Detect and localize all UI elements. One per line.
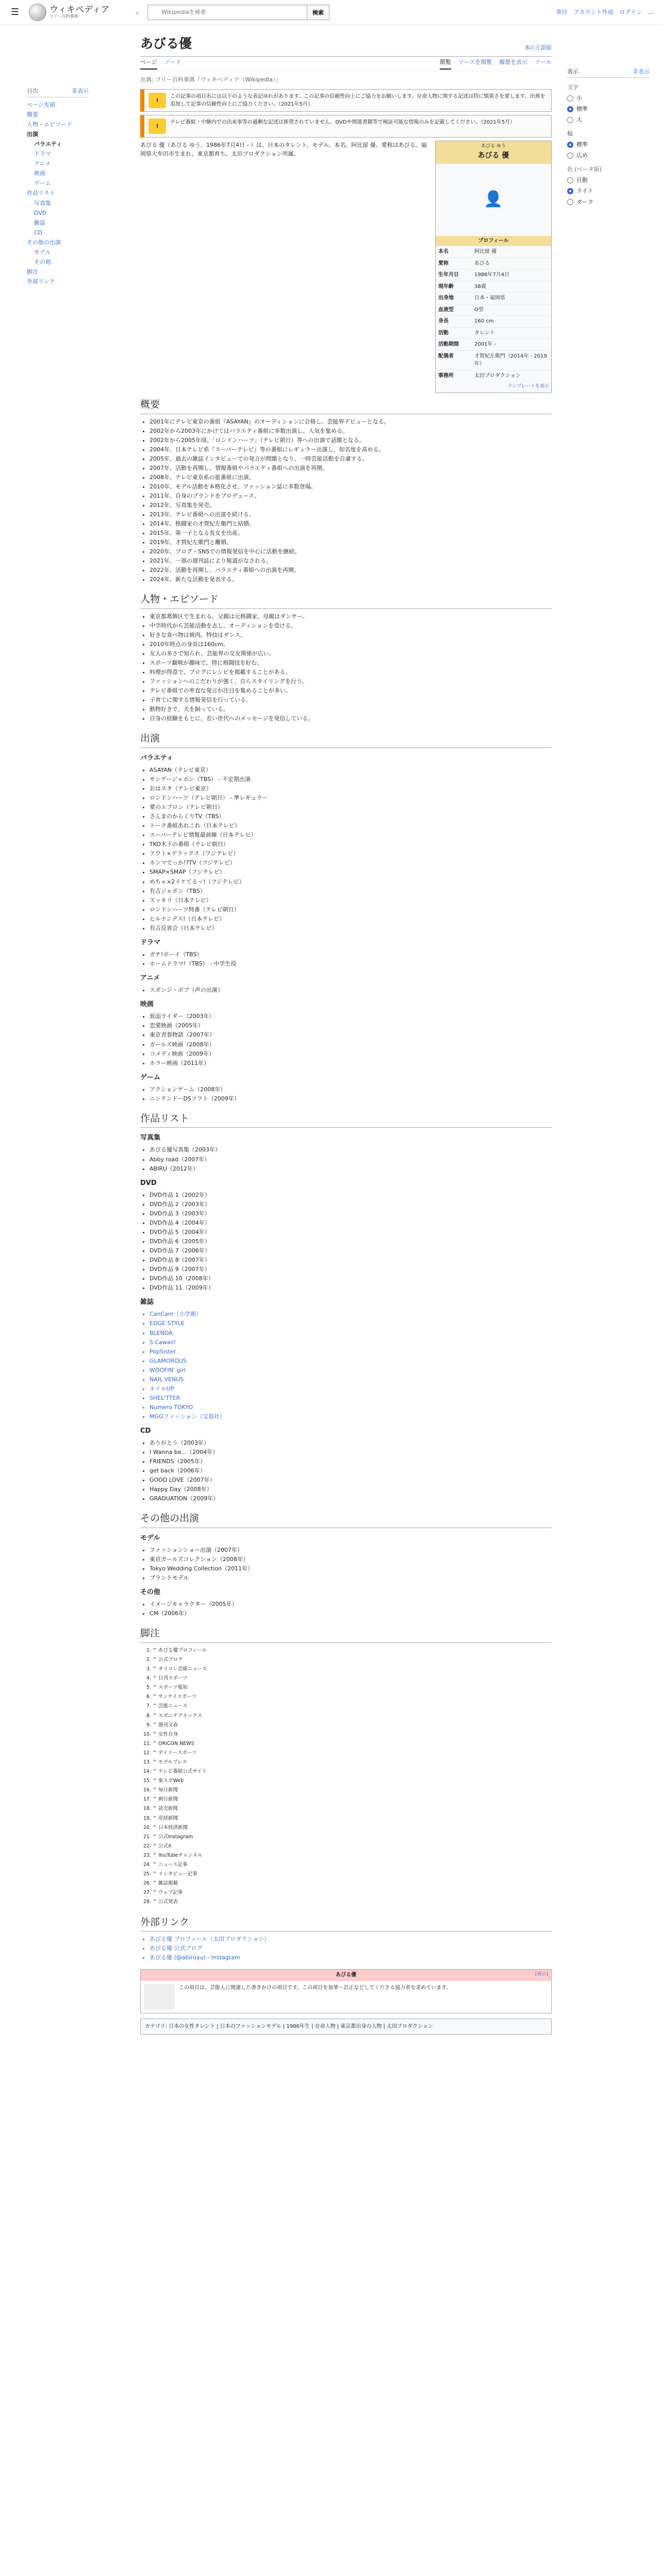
tab-page[interactable]: ページ: [140, 58, 157, 69]
tab-view-source[interactable]: ソースを閲覧: [458, 59, 492, 66]
infobox-row: [436, 338, 551, 350]
infobox-name: あびる 優: [477, 151, 509, 160]
text-size-label: 文字: [567, 84, 578, 91]
list-item[interactable]: • あびる優 プロフィール（太田プロダクション）: [150, 1935, 552, 1943]
list-item: • 2021年、一部の週刊誌により報道がなされる。: [150, 556, 552, 565]
list-item: • あびる優写真集（2003年）: [150, 1145, 552, 1154]
infobox-value: 阿比留 優: [474, 249, 497, 255]
category-links[interactable]: カテゴリ: 日本の女性タレント | 日本のファッションモデル | 1986年生 | 存命人物 | 東京都出身の人物 | 太田プロダクション: [140, 2019, 552, 2035]
site-title: ウィキペディア: [49, 4, 110, 15]
list-item: • ホームドラマ!（TBS） - 中学生役: [150, 959, 552, 968]
infobox-kana: あびる ゆう: [481, 144, 506, 149]
list-item: • さんまのからくりTV（TBS）: [150, 812, 552, 821]
reference-item[interactable]: 23. ^ YouTubeチャンネル: [153, 1851, 552, 1860]
list-item: • DVD作品 6（2005年）: [150, 1237, 552, 1246]
width-label: 幅: [567, 130, 573, 138]
list-item: • 自身の経験をもとに、若い世代へのメッセージを発信している。: [150, 714, 552, 723]
list-item: • スッキリ（日本テレビ）: [150, 896, 552, 905]
navbox-title: あびる優: [336, 1972, 356, 1978]
infobox-label: 生年月日: [438, 272, 459, 278]
list-item: • ファッションへのこだわりが強く、自らスタイリングを行う。: [150, 677, 552, 686]
infobox-label: 愛称: [438, 260, 449, 266]
reference-item[interactable]: 21. ^ 公式Instagram: [153, 1833, 552, 1841]
toc-item[interactable]: モデル: [34, 248, 51, 256]
list-item: • DVD作品 2（2003年）: [150, 1200, 552, 1209]
list-item: • 2011年、自身のブランドをプロデュース。: [150, 492, 552, 500]
list-item: • 2024年、新たな活動を発表する。: [150, 575, 552, 584]
color-dark[interactable]: ダーク: [567, 198, 650, 207]
infobox-value: 日本・福岡県: [474, 295, 505, 301]
page-source-note: 出典: フリー百科事典『ウィキペディア（Wikipedia）』: [140, 76, 282, 83]
reference-item[interactable]: 20. ^ 日本経済新聞: [153, 1823, 552, 1832]
list-item: • CanCam（小学館）: [150, 1310, 552, 1318]
toc-item[interactable]: 写真集: [34, 199, 51, 207]
infobox-label: 本名: [438, 249, 449, 255]
list-item: • 有吉反省会（日本テレビ）: [150, 924, 552, 933]
search-icon: ⌕: [136, 9, 140, 17]
menu-icon[interactable]: ☰: [10, 6, 20, 18]
page-title: あびる優: [140, 36, 192, 52]
list-item: • 2004年、日本テレビ系『スーパーテレビ』等の番組にレギュラー出演し、知名度を高める。: [150, 445, 552, 454]
maintenance-notice: ! この記事の項目名には以下のような表記ゆれがあります。この記事の信頼性向上にご協力をお願いします。存命人物に関する記述は特に慎重さを要します。出典を追加して記事の信頼性向上にご協力ください。（2021年5月）: [140, 89, 552, 112]
list-item: • I Wanna be...（2004年）: [150, 1448, 552, 1456]
infobox-row: [436, 370, 551, 382]
infobox-label: 事務所: [438, 372, 454, 379]
list-item: • めちゃ×2イケてるッ!（フジテレビ）: [150, 877, 552, 886]
list-item: • 料理が得意で、ブログにレシピを掲載することがある。: [150, 668, 552, 676]
warning-icon: !: [148, 118, 166, 134]
donate-link[interactable]: 寄付: [556, 9, 568, 15]
toc-item[interactable]: 概要: [27, 111, 38, 118]
infobox-value: 太田プロダクション: [474, 372, 521, 379]
list-item: • 2002年から2003年にかけてはバラエティ番組に多数出演し、人気を集める。: [150, 427, 552, 435]
reference-item[interactable]: 17. ^ 朝日新聞: [153, 1795, 552, 1804]
tab-talk[interactable]: ノート: [164, 59, 181, 66]
infobox-section: プロフィール: [436, 236, 551, 246]
list-item: • NAIL VENUS: [150, 1375, 552, 1384]
reference-item[interactable]: 7. ^ 芸能ニュース: [153, 1702, 552, 1710]
list-item: • FRIENDS（2005年）: [150, 1457, 552, 1466]
table-of-contents: [27, 87, 89, 287]
reference-item[interactable]: 14. ^ テレビ番組公式サイト: [153, 1767, 552, 1776]
list-item: • ガチ!ボーイ（TBS）: [150, 950, 552, 959]
language-button[interactable]: 8の言語版: [525, 44, 552, 51]
infobox-row: [436, 350, 551, 370]
tab-history[interactable]: 履歴を表示: [499, 59, 528, 66]
list-item: • DVD作品 10（2008年）: [150, 1274, 552, 1283]
infobox-row: [436, 269, 551, 281]
reference-item[interactable]: 4. ^ 日刊スポーツ: [153, 1674, 552, 1683]
reference-item[interactable]: 2. ^ 公式ブログ: [153, 1655, 552, 1664]
list-item: • PopSister: [150, 1347, 552, 1356]
list-item: • Happy Day（2008年）: [150, 1485, 552, 1494]
list-item: • DVD作品 9（2007年）: [150, 1265, 552, 1274]
section-heading: 作品リスト: [140, 1111, 552, 1128]
list-item: • 2010年時点の身長は160cm。: [150, 640, 552, 649]
list-item: • 2012年、写真集を発売。: [150, 501, 552, 510]
toc-item[interactable]: 脚注: [27, 268, 38, 275]
list-item: • アウト×デラックス（フジテレビ）: [150, 849, 552, 858]
site-subtitle: フリー百科事典: [49, 14, 78, 19]
list-item: • GRADUATION（2009年）: [150, 1494, 552, 1503]
list-item: • EDGE STYLE: [150, 1319, 552, 1328]
reference-item[interactable]: 18. ^ 読売新聞: [153, 1804, 552, 1813]
infobox-row: [436, 327, 551, 339]
list-item: • DVD作品 4（2004年）: [150, 1218, 552, 1227]
reference-item[interactable]: 24. ^ ニュース記事: [153, 1860, 552, 1869]
reference-item[interactable]: 12. ^ デイリースポーツ: [153, 1749, 552, 1757]
section-heading: 脚注: [140, 1626, 552, 1642]
person-photo-icon: 👤: [436, 164, 551, 236]
toc-hide-button[interactable]: 非表示: [72, 88, 89, 94]
warning-icon: !: [148, 93, 166, 108]
list-item: • 東京ガールズコレクション（2008年）: [150, 1555, 552, 1564]
toc-item[interactable]: バラエティ: [34, 141, 62, 148]
list-item: • S Cawaii!: [150, 1338, 552, 1347]
list-item: • 愛のエプロン（テレビ朝日）: [150, 803, 552, 811]
list-item: • 2007年、活動を再開し、情報番組やバラエティ番組への出演を再開。: [150, 464, 552, 472]
list-item: • Numero TOKYO: [150, 1403, 552, 1412]
reference-item[interactable]: 8. ^ スポニチアネックス: [153, 1711, 552, 1720]
list-item: • 動物好きで、犬を飼っている。: [150, 705, 552, 714]
tab-tools[interactable]: ツール: [535, 59, 552, 66]
toc-item[interactable]: 外部リンク: [27, 278, 55, 285]
infobox-row: [436, 246, 551, 258]
infobox-label: 配偶者: [438, 353, 454, 359]
list-item: • Tokyo Wedding Collection（2011年）: [150, 1564, 552, 1573]
appearance-panel: [567, 67, 650, 209]
appearance-hide-button[interactable]: 非表示: [633, 68, 650, 75]
toc-item[interactable]: 映画: [34, 170, 45, 177]
wikipedia-globe-icon: [29, 4, 46, 21]
infobox-label: 血液型: [438, 307, 454, 313]
navbox-toggle[interactable]: [表示]: [535, 1972, 548, 1977]
infobox-row: [436, 315, 551, 327]
section-heading: 人物・エピソード: [140, 592, 552, 608]
template-link[interactable]: テンプレートを表示: [507, 384, 549, 389]
list-item: • 2010年、モデル活動を本格化させ、ファッション誌に多数登場。: [150, 482, 552, 491]
list-item: • ASAYAN（テレビ東京）: [150, 766, 552, 774]
site-header: [0, 0, 662, 25]
section-heading: 外部リンク: [140, 1915, 552, 1931]
reference-item[interactable]: 13. ^ モデルプレス: [153, 1758, 552, 1767]
subsection-heading: CD: [140, 1427, 151, 1435]
list-item: • 2005年、過去の雑誌インタビューでの発言が問題となり、一時芸能活動を自粛する。: [150, 454, 552, 463]
list-item: • 2020年、ブログ・SNSでの情報発信を中心に活動を継続。: [150, 547, 552, 556]
stub-notice: この項目は、芸能人に関連した書きかけの項目です。この項目を加筆・訂正などしてくださる協力者を求めています。: [179, 1985, 452, 1991]
reference-item[interactable]: 5. ^ スポーツ報知: [153, 1683, 552, 1692]
subsection-heading: モデル: [140, 1534, 160, 1542]
list-item: • ABIRU（2012年）: [150, 1164, 552, 1173]
list-item: • ありがとう（2003年）: [150, 1438, 552, 1447]
list-item: • WOOFIN' girl: [150, 1366, 552, 1375]
infobox-label: 現年齢: [438, 283, 454, 290]
stub-image-icon: [144, 1984, 175, 2010]
subsection-heading: その他: [140, 1588, 161, 1597]
list-item: • DVD作品 8（2007年）: [150, 1256, 552, 1264]
list-item: • DVD作品 5（2004年）: [150, 1228, 552, 1236]
infobox-value: あびる: [474, 260, 490, 266]
list-item: • 2001年にテレビ東京の番組『ASAYAN』のオーディションに合格し、芸能界デビューとなる。: [150, 417, 552, 426]
text-size-standard[interactable]: 標準: [567, 105, 650, 113]
toc-item[interactable]: 出演: [27, 131, 38, 138]
list-item: • 仮面ライダー（2003年）: [150, 1012, 552, 1021]
toc-title: 目次: [27, 88, 38, 94]
list-item: • ホンマでっか!?TV（フジテレビ）: [150, 858, 552, 867]
section-heading: その他の出演: [140, 1511, 552, 1528]
toc-item[interactable]: ドラマ: [34, 150, 51, 158]
list-item: • ヒルナンデス!（日本テレビ）: [150, 914, 552, 923]
reference-item[interactable]: 22. ^ 公式X: [153, 1842, 552, 1851]
infobox-row: [436, 258, 551, 269]
subsection-heading: バラエティ: [140, 754, 173, 762]
list-item[interactable]: • あびる優 (@abiruyu) - Instagram: [150, 1953, 552, 1962]
list-item: • 恋愛映画（2005年）: [150, 1021, 552, 1030]
list-item: • 2019年、才賀紀左衛門と離婚。: [150, 538, 552, 547]
reference-item[interactable]: 28. ^ 公式発表: [153, 1897, 552, 1906]
list-item: • ニンテンドーDSソフト（2009年）: [150, 1094, 552, 1103]
toc-item[interactable]: 作品リスト: [27, 190, 55, 197]
list-item: • サンデージャポン（TBS） - 不定期出演: [150, 775, 552, 784]
infobox-value: 38歳: [474, 283, 486, 290]
site-logo[interactable]: [29, 4, 147, 21]
infobox-row: [436, 304, 551, 316]
list-item: • 子育てに関する情報発信を行っている。: [150, 696, 552, 704]
list-item: • アクションゲーム（2008年）: [150, 1085, 552, 1094]
infobox-label: 活動期間: [438, 342, 459, 348]
subsection-heading: DVD: [140, 1179, 157, 1187]
list-item: • テレビ番組での率直な発言が注目を集めることが多い。: [150, 686, 552, 695]
color-auto[interactable]: 自動: [567, 176, 650, 184]
list-item: • 有吉ジャポン（TBS）: [150, 887, 552, 895]
section-heading: 概要: [140, 397, 552, 414]
reference-item[interactable]: 25. ^ インタビュー記事: [153, 1870, 552, 1878]
subsection-heading: アニメ: [140, 974, 160, 982]
subsection-heading: ドラマ: [140, 938, 161, 946]
list-item: • DVD作品 7（2006年）: [150, 1246, 552, 1255]
infobox-label: 活動: [438, 330, 449, 336]
list-item: • 2014年、格闘家の才賀紀左衛門と結婚。: [150, 519, 552, 528]
toc-item[interactable]: アニメ: [34, 160, 51, 167]
list-item: • TKO木下の番組（テレビ朝日）: [150, 840, 552, 849]
list-item: • 中学時代から芸能活動を志し、オーディションを受ける。: [150, 621, 552, 630]
list-item: • ブランドモデル: [150, 1573, 552, 1582]
list-item[interactable]: • あびる優 公式ブログ: [150, 1944, 552, 1953]
infobox-value: 才賀紀左衛門（2014年 - 2019年）: [474, 353, 547, 367]
list-item: • ロンドンハーツ特番（テレビ朝日）: [150, 905, 552, 914]
list-item: • BLENDA: [150, 1329, 552, 1337]
subsection-heading: 映画: [140, 1001, 154, 1009]
create-account-link[interactable]: アカウント作成: [573, 9, 614, 15]
toc-item[interactable]: ページ先頭: [27, 101, 55, 109]
tab-read[interactable]: 閲覧: [440, 58, 451, 69]
reference-item[interactable]: 19. ^ 産経新聞: [153, 1814, 552, 1823]
list-item: • get back（2006年）: [150, 1466, 552, 1475]
infobox: [435, 141, 552, 393]
reference-item[interactable]: 15. ^ 東スポWeb: [153, 1776, 552, 1785]
reference-item[interactable]: 10. ^ 女性自身: [153, 1730, 552, 1739]
list-item: • ロンドンハーツ（テレビ朝日） - 準レギュラー: [150, 793, 552, 802]
text-size-small[interactable]: 小: [567, 94, 650, 103]
list-item: • 2002年から2005年頃、「ロンドンハーツ」（テレビ朝日）等への出演で話題となる。: [150, 436, 552, 445]
list-item: • 友人の多さで知られ、芸能界の交友関係が広い。: [150, 649, 552, 658]
list-item: • スポンジ・ボブ（声の出演）: [150, 986, 552, 994]
width-standard[interactable]: 標準: [567, 140, 650, 149]
reference-item[interactable]: 11. ^ ORICON NEWS: [153, 1739, 552, 1748]
reference-item[interactable]: 26. ^ 雑誌掲載: [153, 1879, 552, 1888]
infobox-value: 2001年 -: [474, 342, 496, 348]
list-item: • スーパーテレビ情報最前線（日本テレビ）: [150, 831, 552, 839]
list-item: • 2022年、活動を再開し、バラエティ番組への出演を再開。: [150, 566, 552, 574]
list-item: • イメージキャラクター（2005年）: [150, 1600, 552, 1608]
section-heading: 出演: [140, 731, 552, 748]
list-item: • ファッションショー出演（2007年）: [150, 1546, 552, 1554]
infobox-value: 160 cm: [474, 318, 494, 325]
list-item: • おはスタ（テレビ東京）: [150, 784, 552, 793]
toc-item[interactable]: 人物・エピソード: [27, 121, 72, 128]
infobox-value: O型: [474, 307, 484, 313]
list-item: • コメディ映画（2009年）: [150, 1049, 552, 1058]
toc-item[interactable]: その他: [34, 258, 51, 265]
reference-item[interactable]: 27. ^ ウェブ記事: [153, 1888, 552, 1897]
list-item: • DVD作品 3（2003年）: [150, 1209, 552, 1218]
list-item: • 東京都葛飾区で生まれる。父親は元格闘家、母親はダンサー。: [150, 612, 552, 621]
intro-paragraph: あびる 優（あびる ゆう、1986年7月4日 - ）は、日本のタレント、モデル。本名、阿比留 優。愛称はあびる。福岡県大牟田市生まれ、東京都育ち。太田プロダクション所属。: [140, 142, 427, 158]
toc-item[interactable]: DVD: [34, 209, 47, 216]
list-item: • 東京青春物語（2007年）: [150, 1030, 552, 1039]
infobox-label: 身長: [438, 318, 449, 325]
toc-item[interactable]: 雑誌: [34, 219, 45, 226]
reference-item[interactable]: 16. ^ 毎日新聞: [153, 1786, 552, 1794]
search-button[interactable]: 検索: [307, 5, 329, 20]
color-label: 色 (ベータ版): [567, 166, 602, 173]
list-item: • DVD作品 11（2009年）: [150, 1283, 552, 1292]
toc-item[interactable]: ゲーム: [34, 180, 51, 187]
maintenance-notice: ! テレビ番組・中継内での出来事等の過剰な記述は推奨されていません。DVDや関連書籍等で検証可能な情報のみを記載してください。（2021年5月）: [140, 115, 552, 138]
infobox-row: [436, 292, 551, 304]
appearance-title: 表示: [567, 68, 578, 75]
reference-item[interactable]: 9. ^ 週刊文春: [153, 1721, 552, 1730]
list-item: • SMAP×SMAP（フジテレビ）: [150, 868, 552, 876]
toc-item[interactable]: CD: [34, 229, 43, 236]
list-item: • GOOD LOVE（2007年）: [150, 1476, 552, 1484]
infobox-label: 出身地: [438, 295, 454, 301]
subsection-heading: 写真集: [140, 1134, 161, 1142]
login-link[interactable]: ログイン: [619, 9, 642, 15]
list-item: • トーク番組あれこれ（日本テレビ）: [150, 821, 552, 830]
list-item: • 2013年、テレビ番組への出演を続ける。: [150, 510, 552, 519]
navbox: [140, 1969, 552, 2013]
list-item: • Abby road（2007年）: [150, 1155, 552, 1164]
reference-item[interactable]: 6. ^ サンケイスポーツ: [153, 1692, 552, 1701]
search-input[interactable]: [147, 5, 307, 20]
list-item: • ホラー映画（2011年）: [150, 1059, 552, 1067]
list-item: • 2008年、テレビ東京系の旅番組に出演。: [150, 473, 552, 482]
more-options-icon[interactable]: …: [648, 9, 654, 15]
list-item: • MGOファッション（宝島社）: [150, 1412, 552, 1421]
list-item: • CM（2006年）: [150, 1609, 552, 1618]
list-item: • 好きな食べ物は焼肉。特技はダンス。: [150, 631, 552, 639]
text-size-large[interactable]: 大: [567, 115, 650, 124]
infobox-row: [436, 281, 551, 293]
list-item: • ネイルUP: [150, 1384, 552, 1393]
list-item: • GLAMOROUS: [150, 1357, 552, 1365]
list-item: • ガールズ映画（2008年）: [150, 1040, 552, 1049]
list-item: • 2015年、第一子となる長女を出産。: [150, 529, 552, 537]
reference-item[interactable]: 3. ^ オリコン芸能ニュース: [153, 1665, 552, 1673]
reference-item[interactable]: 1. ^ あびる優プロフィール: [153, 1646, 552, 1655]
infobox-value: タレント: [474, 330, 495, 336]
list-item: • スポーツ観戦が趣味で、特に格闘技を好む。: [150, 658, 552, 667]
width-wide[interactable]: 広め: [567, 151, 650, 160]
subsection-heading: 雑誌: [140, 1298, 154, 1307]
list-item: • SHEL'TTER: [150, 1394, 552, 1402]
toc-item[interactable]: その他の出演: [27, 239, 61, 246]
main-content: [140, 25, 552, 2035]
subsection-heading: ゲーム: [140, 1073, 161, 1081]
infobox-value: 1986年7月4日: [474, 272, 510, 278]
list-item: • DVD作品 1（2002年）: [150, 1191, 552, 1199]
color-light[interactable]: ライト: [567, 187, 650, 195]
